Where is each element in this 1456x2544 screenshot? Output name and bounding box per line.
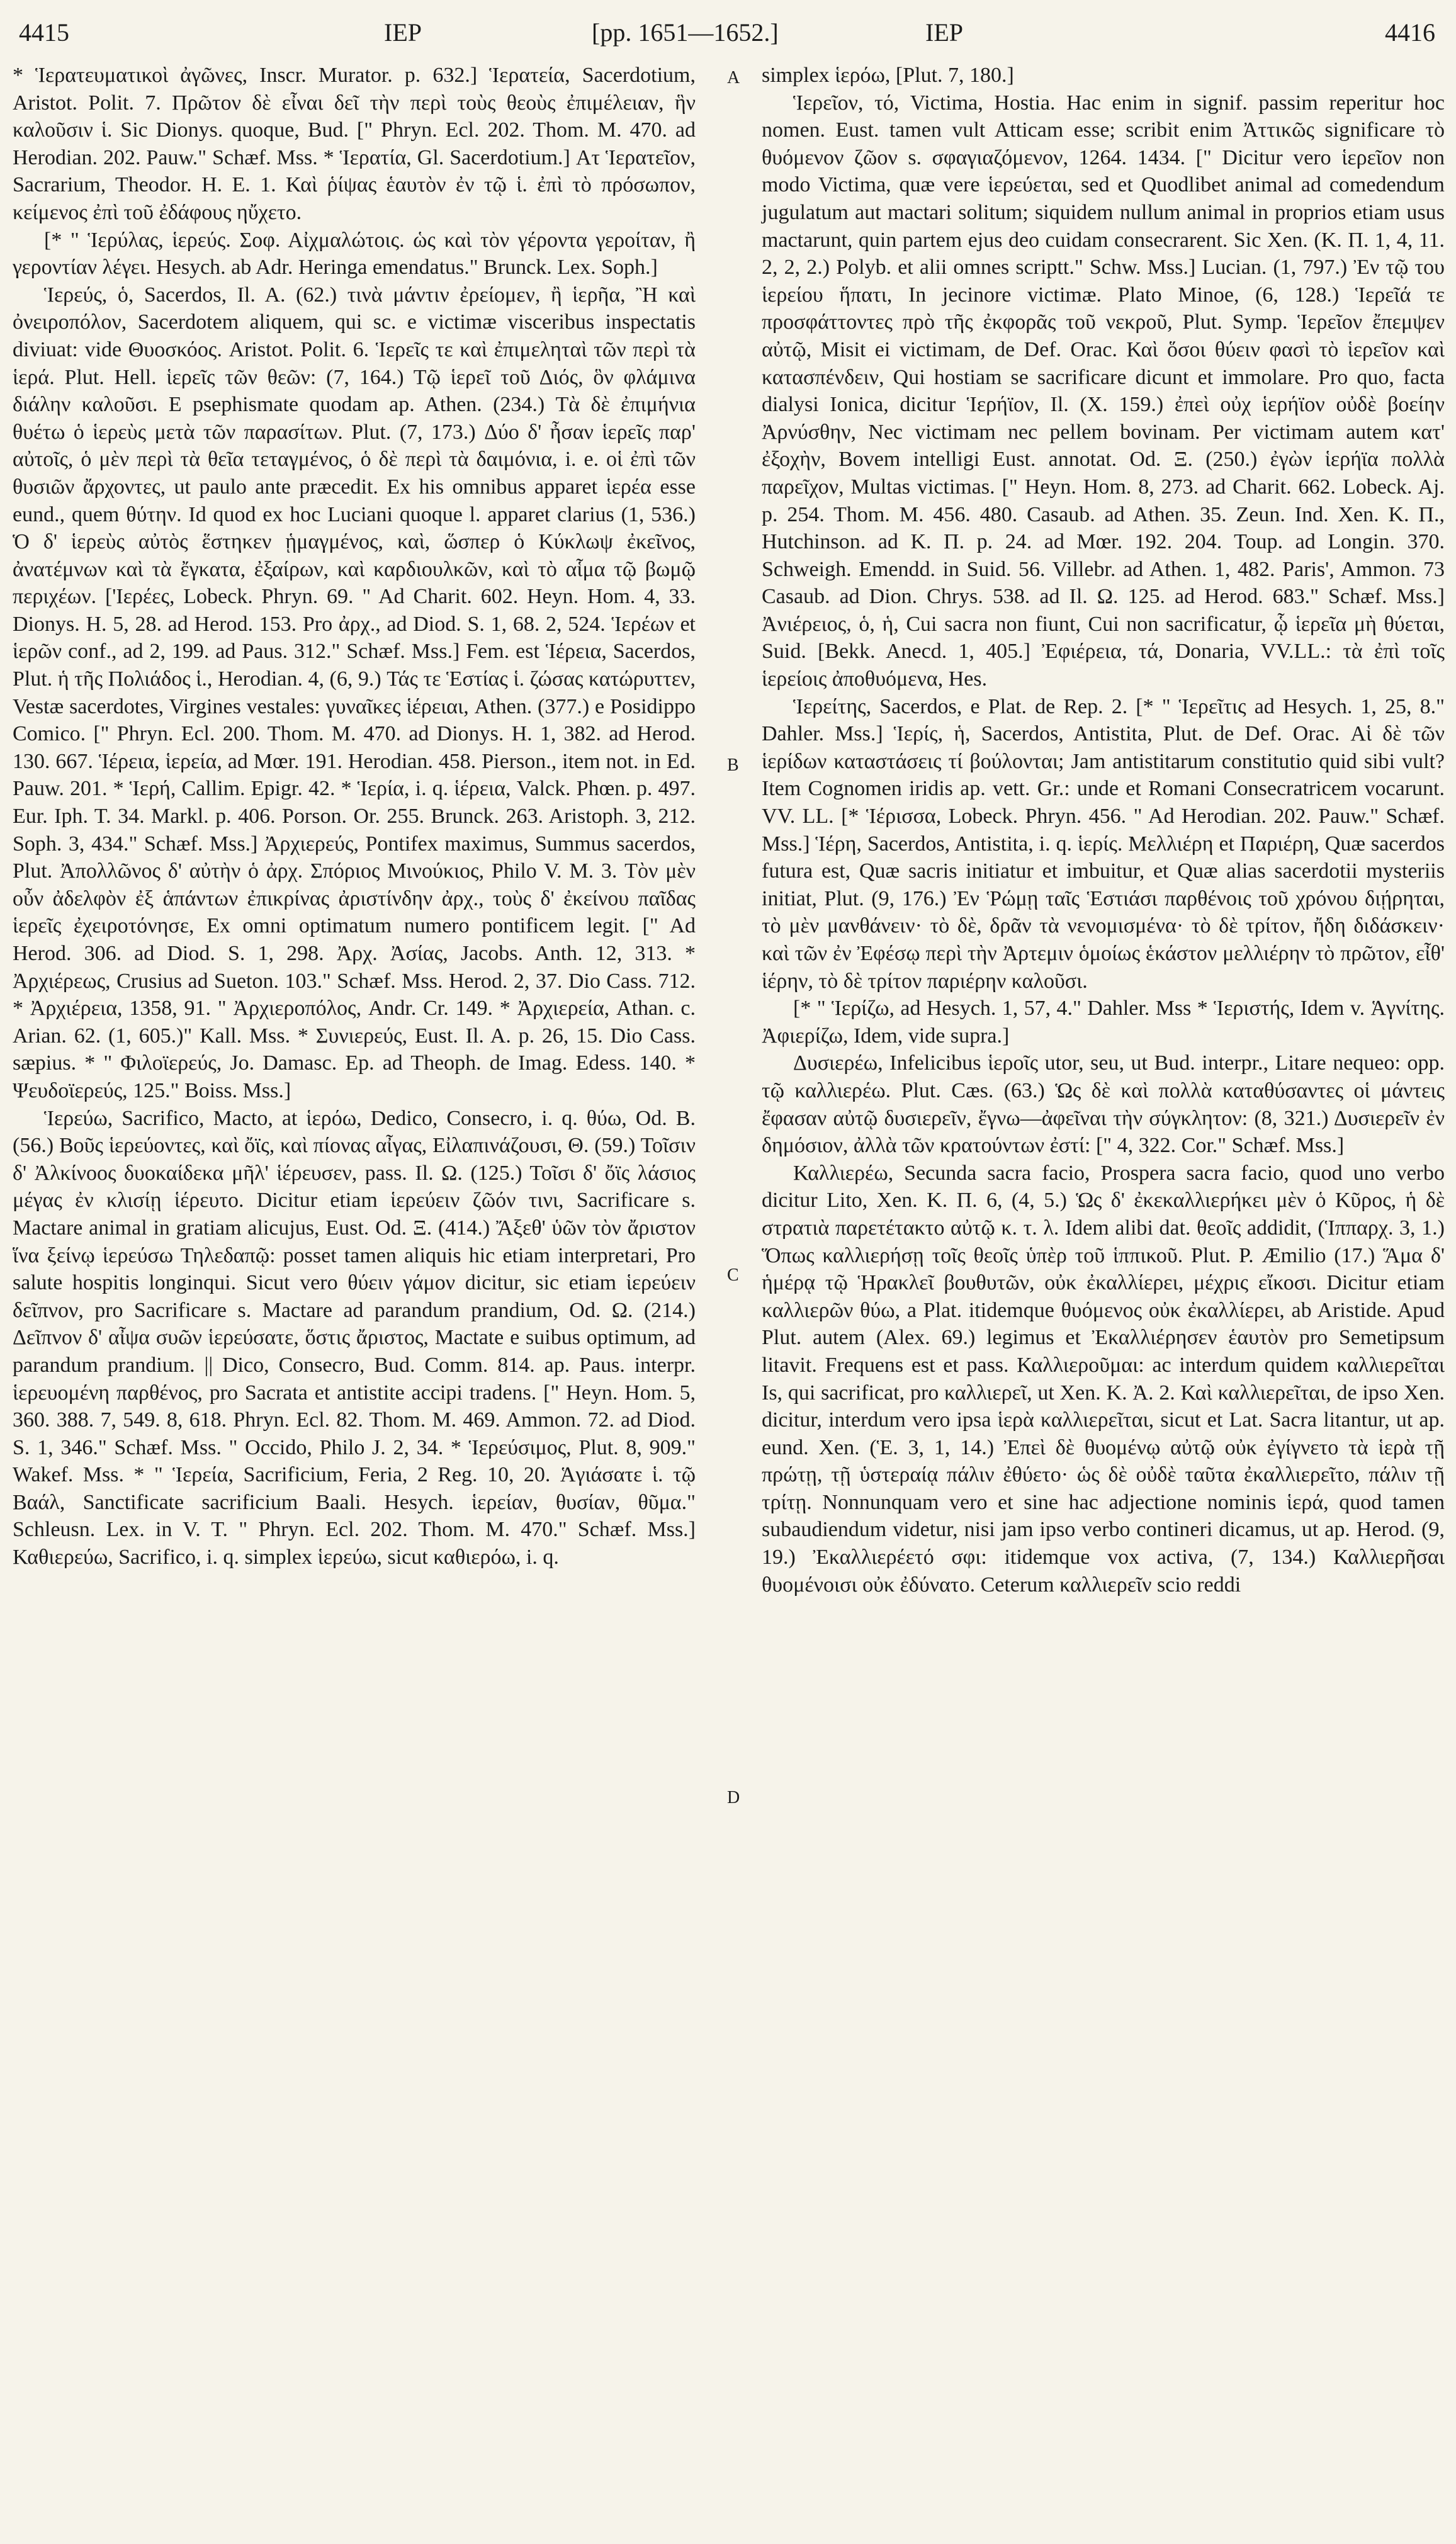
entry-paragraph: Ἱερεύς, ὁ, Sacerdos, Il. A. (62.) τινὰ μάντιν ἐρείομεν, ἢ ἱερῆα, Ἢ καὶ ὀνειροπόλον, Sacerdotem aliquem, qui sc. e victimæ visceribus inspectatis diviuat: vide Θυοσκόος. Aristot. Polit. 6. Ἱερεῖς τε καὶ ἐπιμεληταὶ τῶν περὶ τὰ ἱερά. Plut. Hell. ἱερεῖς τῶν θεῶν: (7, 164.) Τῷ ἱερεῖ τοῦ Διός, ὃν φλάμινα διάλην καλοῦσι. E psephismate quodam ap. Athen. (234.) Τὰ δὲ ἐπιμήνια θυέτω ὁ ἱερεὺς μετὰ τῶν παρασίτων. Plut. (7, 173.) Δύο δ' ἦσαν ἱερεῖς παρ' αὐτοῖς, ὁ μὲν περὶ τὰ θεῖα τεταγμένος, ὁ δὲ περὶ τὰ δαιμόνια, i. e. οἱ ἐπὶ τῶν θυσιῶν ἄρχοντες, ut paulo ante præcedit. Ex his omnibus apparet ἱερέα esse eund., quem θύτην. Id quod ex hoc Luciani quoque l. apparet clarius (1, 536.) Ὁ δ' ἱερεὺς αὐτὸς ἕστηκεν ᾑμαγμένος, καὶ, ὥσπερ ὁ Κύκλωψ ἐκεῖνος, ἀνατέμνων καὶ τὰ ἔγκατα, ἐξαίρων, καὶ καρδιουλκῶν, καὶ τὸ αἷμα τῷ βωμῷ περιχέων. ['Ιερέες, Lobeck. Phryn. 69. " Ad Charit. 602. Heyn. Hom. 4, 33. Dionys. H. 5, 28. ad Herod. 153. Pro ἀρχ., ad Diod. S. 1, 68. 2, 524. Ἱερέων et ἱερῶν conf., ad 2, 199. ad Paus. 312." Schæf. Mss.] Fem. est Ἱέρεια, Sacerdos, Plut. ἡ τῆς Πολιάδος ἱ., Herodian. 4, (6, 9.) Τάς τε Ἑστίας ἱ. ζώσας κατώρυττεν, Vestæ sacerdotes, Virgines vestales: γυναῖκες ἱέρειαι, Athen. (377.) e Posidippo Comico. [" Phryn. Ecl. 200. Thom. M. 470. ad Dionys. H. 1, 382. ad Herod. 130. 667. Ἱέρεια, ἱερεία, ad Mœr. 191. Herodian. 458. Pierson., item not. in Ed. Pauw. 201. * Ἱερή, Callim. Epigr. 42. * Ἱερία, i. q. ἱέρεια, Valck. Phœn. p. 497. Eur. Iph. T. 34. Markl. p. 406. Porson. Or. 255. Brunck. 263. Aristoph. 3, 212. Soph. 3, 434." Schæf. Mss.] Ἀρχιερεύς, Pontifex maximus, Summus sacerdos, Plut. Ἀπολλῶνος δ' αὐτὴν ὁ ἀρχ. Σπόριος Μινούκιος, Philo V. M. 3. Τὸν μὲν οὖν ἀδελφὸν ἐξ ἁπάντων ἐπικρίνας ἀριστίνδην ἀρχ., τοὺς δ' ἐκείνου παῖδας ἱερεῖς ἐχειροτόνησε, Ex omni optimatum numero pontificem legit. [" Ad Herod. 306. ad Diod. S. 1, 298. Ἀρχ. Ἀσίας, Jacobs. Anth. 12, 313. * Ἀρχιέρεως, Crusius ad Sueton. 103." Schæf. Mss. Herod. 2, 37. Dio Cass. 712. * Ἀρχιέρεια, 1358, 91. " Ἀρχιεροπόλος, Andr. Cr. 149. * Ἀρχιερεία, Athan. c. Arian. 62. (1, 605.)" Kall. Mss. * Συνιερεύς, Eust. Il. A. p. 26, 15. Dio Cass. sæpius. * " Φιλοϊερεύς, Jo. Damasc. Ep. ad Theoph. de Imag. Edess. 140. * Ψευδοϊερεύς, 125." Boiss. Mss.] bbox=[13, 283, 696, 1102]
left-running-head: ΙΕΡ bbox=[384, 18, 422, 47]
left-column bbox=[13, 62, 696, 1571]
entry-paragraph: * Ἱερατευματικοὶ ἀγῶνες, Inscr. Murator. p. 632.] Ἱερατεία, Sacerdotium, Aristot. Polit. 7. Πρῶτον δὲ εἶναι δεῖ τὴν περὶ τοὺς θεοὺς ἐπιμέλειαν, ἣν καλοῦσιν ἱ. Sic Dionys. quoque, Bud. [" Phryn. Ecl. 202. Thom. M. 470. ad Herodian. 202. Pauw." Schæf. Mss. * Ἱερατία, Gl. Sacerdotium.] Ατ Ἱερατεῖον, Sacrarium, Theodor. H. E. 1. Καὶ ῥίψας ἑαυτὸν ἐν τῷ ἱ. ἐπὶ τὸ πρόσωπον, κείμενος ἐπὶ τοῦ ἐδάφους ηὔχετο. bbox=[13, 64, 696, 224]
left-page-number: 4415 bbox=[19, 18, 69, 47]
section-marker-c: C bbox=[727, 1265, 739, 1285]
entry-paragraph: Ἱερεύω, Sacrifico, Macto, at ἱερόω, Dedico, Consecro, i. q. θύω, Od. B. (56.) Βοῦς ἱερεύοντες, καὶ ὄϊς, καὶ πίονας αἶγας, Εἰλαπινάζουσι, Θ. (59.) Τοῖσιν δ' Ἀλκίνοος δυοκαίδεκα μῆλ' ἱέρευσεν, pass. Il. Ω. (125.) Τοῖσι δ' ὄϊς λάσιος μέγας ἐν κλισίῃ ἱέρευτο. Dicitur etiam ἱερεύειν ζῶόν τινι, Sacrificare s. Mactare animal in gratiam alicujus, Eust. Od. Ξ. (414.) Ἄξεθ' ὑῶν τὸν ἄριστον ἵνα ξείνῳ ἱερεύσω Τηλεδαπῷ: posset tamen aliquis hic etiam interpretari, Pro salute hospitis longinqui. Sicut vero θύειν γάμον dicitur, sic etiam ἱερεύειν δεῖπνον, pro Sacrificare s. Mactare ad parandum prandium, Od. Ω. (214.) Δεῖπνον δ' αἶψα συῶν ἱερεύσατε, ὅστις ἄριστος, Mactate e suibus optimum, ad parandum prandium. || Dico, Consecro, Bud. Comm. 814. ap. Paus. interpr. ἱερευομένη παρθένος, pro Sacrata et antistite accipi tradens. [" Heyn. Hom. 5, 360. 388. 7, 549. 8, 618. Phryn. Ecl. 82. Thom. M. 469. Ammon. 72. ad Diod. S. 1, 346." Schæf. Mss. " Occido, Philo J. 2, 34. * Ἱερεύσιμος, Plut. 8, 909." Wakef. Mss. * " Ἱερεία, Sacrificium, Feria, 2 Reg. 10, 20. Ἁγιάσατε ἱ. τῷ Βαάλ, Sanctificate sacrificium Baali. Hesych. ἱερείαν, θυσίαν, θῦμα." Schleusn. Lex. in V. T. " Phryn. Ecl. 202. Thom. M. 470." Schæf. Mss.] Καθιερεύω, Sacrifico, i. q. simplex ἱερεύω, sicut καθιερόω, i. q. bbox=[13, 1106, 696, 1569]
right-page-number: 4416 bbox=[1385, 18, 1435, 47]
section-marker-d: D bbox=[727, 1788, 740, 1807]
entry-paragraph: simplex ἱερόω, [Plut. 7, 180.] bbox=[762, 64, 1014, 87]
entry-paragraph: Καλλιερέω, Secunda sacra facio, Prospera sacra facio, quod uno verbo dicitur Lito, Xen. K. Π. 6, (4, 5.) Ὡς δ' ἐκεκαλλιερήκει μὲν ὁ Κῦρος, ἡ δὲ στρατιὰ παρετέτακτο αὐτῷ κ. τ. λ. Idem alibi dat. θεοῖς addidit, (Ἱππαρχ. 3, 1.) Ὅπως καλλιερήσῃ τοῖς θεοῖς ὑπὲρ τοῦ ἱππικοῦ. Plut. P. Æmilio (17.) Ἅμα δ' ἡμέρᾳ τῷ Ἡρακλεῖ βουθυτῶν, οὐκ ἐκαλλίερει, μέχρις εἴκοσι. Dicitur etiam καλλιερῶν θύω, a Plat. itidemque θυόμενος οὐκ ἐκαλλίερει, ab Aristide. Apud Plut. autem (Alex. 69.) legimus et Ἐκαλλιέρησεν ἑαυτὸν pro Semetipsum litavit. Frequens est et pass. Καλλιεροῦμαι: ac interdum quidem καλλιερεῖται Is, qui sacrificat, pro καλλιερεῖ, ut Xen. K. Ἀ. 2. Καὶ καλλιερεῖται, de ipso Xen. dicitur, interdum vero ipsa ἱερὰ καλλιερεῖται, sicut et Lat. Sacra litantur, ut ap. eund. Xen. (Ἑ. 3, 1, 14.) Ἐπεὶ δὲ θυομένῳ αὐτῷ οὐκ ἐγίγνετο τὰ ἱερὰ τῇ πρώτῃ, τῇ ὑστεραίᾳ πάλιν ἐθύετο· ὡς δὲ οὐδὲ ταῦτα ἐκαλλιερεῖτο, πάλιν τῇ τρίτῃ. Nonnunquam vero et sine hac adjectione nominis ἱερά, quod tamen subaudiendum videtur, nisi jam ipso verbo contineri dicamus, ut ap. Herod. (9, 19.) Ἐκαλλιερέετό σφι: itidemque vox activa, (7, 134.) Καλλιερῆσαι θυομένοισι οὐκ ἐδύνατο. Ceterum καλλιερεῖν scio reddi bbox=[762, 1161, 1445, 1597]
right-column bbox=[762, 62, 1445, 1598]
section-marker-a: A bbox=[727, 68, 740, 88]
entry-paragraph: Ἱερεῖον, τό, Victima, Hostia. Hac enim in signif. passim reperitur hoc nomen. Eust. tamen vult Atticam esse; scribit enim Ἀττικῶς significare τὸ θυόμενον ζῶον s. σφαγιαζόμενον, 1264. 1434. [" Dicitur vero ἱερεῖον non modo Victima, quæ vere ἱερεύεται, sed et Quodlibet animal ad comedendum jugulatum aut mactari solitum; siquidem nullum animal in proprios etiam usus mactarunt, quin partem ejus deo cuidam consecrarent. Sic Xen. (K. Π. 1, 4, 11. 2, 2, 2.) Polyb. et alii omnes scriptt." Schw. Mss.] Lucian. (1, 797.) Ἐν τῷ του ἱερείου ἥπατι, In jecinore victimæ. Plato Minoe, (6, 128.) Ἱερεῖά τε προσφάττοντες πρὸ τῆς ἐκφορᾶς τοῦ νεκροῦ, Plut. Symp. Ἱερεῖον ἔπεμψεν αὐτῷ, Misit ei victimam, de Def. Orac. Καὶ ὅσοι θύειν φασὶ τὸ ἱερεῖον καὶ κατασπένδειν, Qui hostiam se sacrificare dicunt et immolare. Pro quo, facta dialysi Ionica, dicitur Ἱερήϊον, Il. (X. 159.) ἐπεὶ οὐχ ἱερήϊον οὐδὲ βοείην Ἀρνύσθην, Nec victimam nec pellem bovinam. Per victimam autem κατ' ἐξοχὴν, Bovem intelligi Eust. annotat. Od. Ξ. (250.) ἐγὼν ἱερήϊα πολλὰ παρεῖχον, Multas victimas. [" Heyn. Hom. 8, 273. ad Charit. 662. Lobeck. Aj. p. 254. Thom. M. 456. 480. Casaub. ad Athen. 35. Zeun. Ind. Xen. K. Π., Hutchinson. ad K. Π. p. 24. ad Mœr. 192. 204. Toup. ad Longin. 370. Schweigh. Emendd. in Suid. 56. Villebr. ad Athen. 1, 482. Paris', Ammon. 73 Casaub. ad Dion. Chrys. 538. ad Il. Ω. 125. ad Herod. 683." Schæf. Mss.] Ἀνιέρειος, ὁ, ἡ, Cui sacra non fiunt, Cui non sacrificatur, ᾧ ἱερεῖα μὴ θύεται, Suid. [Bekk. Anecd. 1, 405.] Ἐφιέρεια, τά, Donaria, VV.LL.: τὰ ἐπὶ τοῖς ἱερείοις ἀποθυόμενα, Hes. bbox=[762, 91, 1445, 691]
entry-paragraph: [* " Ἱερίζω, ad Hesych. 1, 57, 4." Dahler. Mss * Ἱεριστής, Idem v. Ἁγνίτης. Ἀφιερίζω, Idem, vide supra.] bbox=[762, 997, 1445, 1048]
section-marker-b: B bbox=[727, 755, 739, 775]
entry-paragraph: [* " Ἱερύλας, ἱερεύς. Σοφ. Αἰχμαλώτοις. ὡς καὶ τὸν γέροντα γεροίταν, ἢ γεροντίαν λέγει. Hesych. ab Adr. Heringa emendatus." Brunck. Lex. Soph.] bbox=[13, 228, 696, 280]
entry-paragraph: Ἱερείτης, Sacerdos, e Plat. de Rep. 2. [* " Ἱερεῖτις ad Hesych. 1, 25, 8." Dahler. Mss.] Ἱερίς, ἡ, Sacerdos, Antistita, Plut. de Def. Orac. Αἱ δὲ τῶν ἱερίδων καταστάσεις τί βούλονται; Jam antistitarum constitutio quid sibi vult? Item Cognomen iridis ap. vett. Gr.: unde et Romani Consecratricem vocarunt. VV. LL. [* Ἱέρισσα, Lobeck. Phryn. 456. " Ad Herodian. 202. Pauw." Schæf. Mss.] Ἱέρη, Sacerdos, Antistita, i. q. ἱερίς. Μελλιέρη et Παριέρη, Quæ sacerdos futura est, Quæ sacris initiatur et imbuitur, et Quæ alias sacerdotii mysteriis initiat, Plut. (9, 176.) Ἐν Ῥώμῃ ταῖς Ἑστιάσι παρθένοις τοῦ χρόνου διῄρηται, τὸ μὲν μανθάνειν· τὸ δὲ, δρᾶν τὰ νενομισμένα· τὸ δὲ τρίτον, ἤδη διδάσκειν· καὶ τῶν ἐν Ἐφέσῳ περὶ τὴν Ἀρτεμιν ὁμοίως ἑκάστον μελλιέρην τὸ πρῶτον, εἶθ' ἱέρην, τὸ δὲ τρίτον παριέρην καλοῦσι. bbox=[762, 694, 1445, 993]
right-running-head: ΙΕΡ bbox=[925, 18, 963, 47]
page-range: [pp. 1651—1652.] bbox=[592, 18, 779, 47]
entry-paragraph: Δυσιερέω, Infelicibus ἱεροῖς utor, seu, ut Bud. interpr., Litare nequeo: opp. τῷ καλλιερέω. Plut. Cæs. (63.) Ὡς δὲ καὶ πολλὰ καταθύσαντες οἱ μάντεις ἔφασαν αὐτῷ δυσιερεῖν, ἔγνω—ἀφεῖναι τὴν σύγκλητον: (8, 321.) Δυσιερεῖν ἐν δημόσιον, ἀλλὰ τῶν κρατούντων ἐστί: [" 4, 322. Cor." Schæf. Mss.] bbox=[762, 1051, 1445, 1158]
section-markers bbox=[727, 0, 752, 2544]
